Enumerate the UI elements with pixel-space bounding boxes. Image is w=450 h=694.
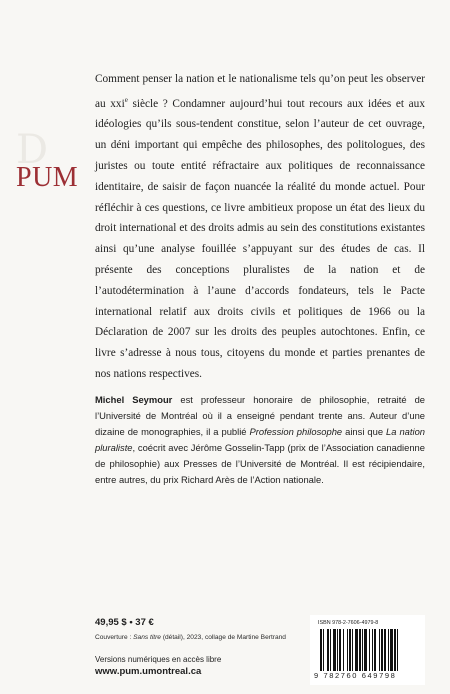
barcode-bar [374, 629, 376, 671]
barcode-bar [323, 629, 324, 671]
author-name: Michel Seymour [95, 394, 173, 405]
barcode-bar [379, 629, 380, 671]
barcode-bar [330, 629, 331, 671]
barcode-bar [364, 629, 367, 671]
author-bio [95, 392, 425, 488]
barcode-bar [327, 629, 329, 671]
barcode-bar [339, 629, 341, 671]
cover-credit [95, 633, 286, 642]
barcode-bar [343, 629, 344, 671]
barcode-bar [355, 629, 358, 671]
logo-ghost-letter: D [16, 127, 49, 173]
barcode-bar [384, 629, 386, 671]
barcode-graphic [318, 629, 418, 671]
bio-book-title-1: Profession philosophe [249, 426, 343, 437]
barcode-bar [349, 629, 351, 671]
barcode-bar [369, 629, 370, 671]
logo-text: PUM [16, 162, 79, 193]
barcode-bar [394, 629, 396, 671]
open-access-note: Versions numériques en accès libre [95, 655, 222, 664]
barcode-bar [362, 629, 363, 671]
century-superscript: e [124, 95, 128, 104]
barcode-bar [347, 629, 348, 671]
barcode-bar [320, 629, 322, 671]
bio-text-3: , coécrit avec Jérôme Gosselin-Tapp (prix de l’Association canadienne de philosophie) aux Presses de l’Université de Montréal. Il est récipiendaire, entre autres, du prix Richard Arès de l’Action nationale. [95, 442, 425, 485]
barcode-bar [337, 629, 338, 671]
publisher-website: www.pum.umontreal.ca [95, 666, 202, 677]
credit-prefix: Couverture : [95, 634, 134, 641]
blurb-text-start: Comment penser la nation et le nationalisme tels qu’on peut les observer au xxi [95, 73, 425, 110]
barcode-bar [381, 629, 383, 671]
barcode-bar [390, 629, 393, 671]
barcode-block [310, 615, 425, 685]
credit-rest: (détail), 2023, collage de Martine Bertrand [160, 634, 286, 641]
price: 49,95 $ • 37 € [95, 617, 154, 628]
blurb-text-rest: siècle ? Condamner aujourd’hui tout recours aux idées et aux idéologies qu’ils sous-tendent constitue, selon l’auteur de cet ouvrage, un déni important qui empêche des philosophes, des politologues, des juristes ou toute entité réfractaire aux politiques de reconnaissance identitaire, de saisir de façon nuancée la réalité du monde actuel. Pour réfléchir à ces questions, ce livre ambitieux propose un état des lieux du droit international et des droits admis au sein des constitutions existantes ainsi qu’une analyse fouillée s’appuyant sur des études de cas. Il présente des conceptions pluralistes de la nation et de l’autodétermination à l’aune d’accords fondateurs, tels le Pacte international relatif aux droits civils et politiques de 1966 ou la Déclaration de 2007 sur les droits des peuples autochtones. Enfin, ce livre s’adresse à nous tous, citoyens du monde et parties prenantes de nos nations respectives. [95, 97, 425, 380]
barcode-bar [352, 629, 353, 671]
book-blurb [95, 69, 425, 385]
barcode-bar [388, 629, 389, 671]
barcode-digits: 9 782760 649798 [314, 671, 397, 680]
barcode-bar [359, 629, 361, 671]
bio-text-2: ainsi que [342, 426, 387, 437]
bio-text-1: est professeur honoraire de philosophie, retraité de l’Université de Montréal où il a enseigné pendant trente ans. Auteur d’une dizaine de monographies, il a publié [95, 394, 425, 437]
publisher-logo [16, 127, 88, 200]
bio-book-title-2: La nation pluraliste [95, 426, 426, 453]
barcode-bar [397, 629, 398, 671]
barcode-bar [333, 629, 336, 671]
isbn-label: ISBN 978-2-7606-4979-8 [318, 620, 379, 626]
barcode-bar [372, 629, 373, 671]
credit-title: Sans titre [133, 634, 161, 641]
